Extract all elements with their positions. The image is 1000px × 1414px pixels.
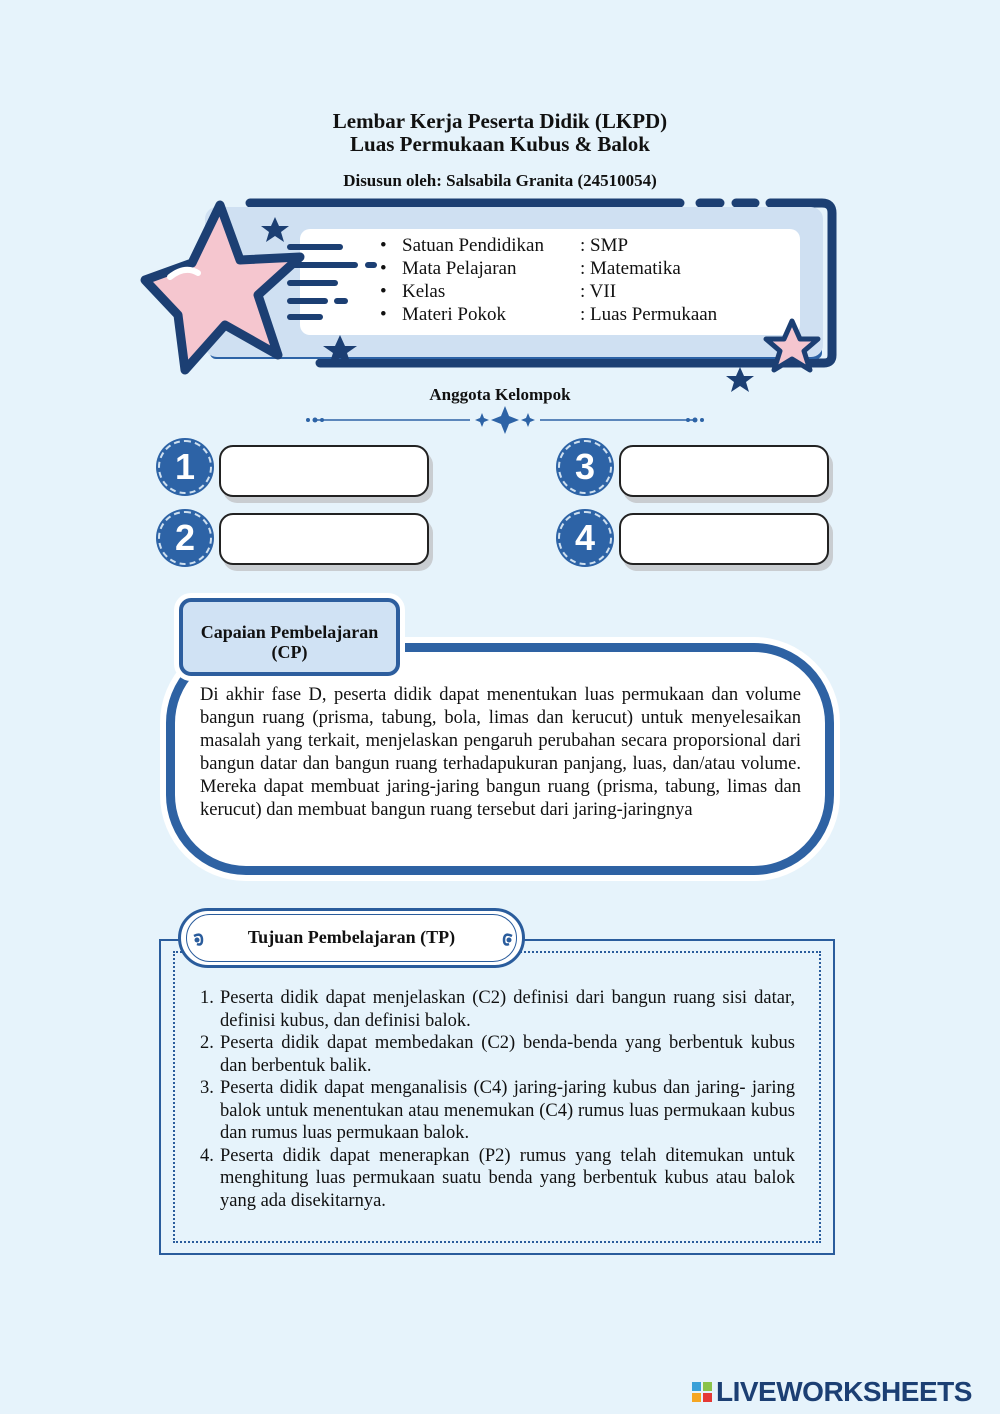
member-number-badge: 2 — [158, 511, 212, 565]
info-item — [380, 257, 717, 280]
member-name-field[interactable] — [619, 513, 829, 565]
group-title: Anggota Kelompok — [429, 385, 571, 404]
liveworksheets-logo[interactable] — [692, 1376, 972, 1408]
info-item — [380, 280, 717, 303]
brand-logo-icon — [692, 1382, 712, 1402]
info-value: : SMP — [580, 235, 629, 256]
info-value: : VII — [580, 281, 617, 302]
list-number: 3. — [200, 1078, 214, 1098]
tp-label: Tujuan Pembelajaran (TP) — [186, 914, 517, 962]
list-text: Peserta didik dapat membedakan (C2) benda-benda yang berbentuk kubus dan berbentuk balik. — [220, 1033, 795, 1076]
list-number: 1. — [200, 988, 214, 1008]
title-line-2: Luas Permukaan Kubus & Balok — [350, 132, 650, 156]
title-line-1: Lembar Kerja Peserta Didik (LKPD) — [332, 109, 668, 133]
member-name-field[interactable] — [619, 445, 829, 497]
info-value: : Luas Permukaan — [580, 304, 718, 325]
list-item — [200, 1032, 795, 1077]
list-text: Peserta didik dapat menerapkan (P2) rumus yang telah ditemukan untuk menghitung luas permukaan suatu benda yang berbentuk kubus atau balok yang ada disekitarnya. — [220, 1145, 795, 1211]
page-title — [0, 110, 1000, 156]
member-number-badge: 1 — [158, 440, 212, 494]
sparkle-icon — [475, 413, 489, 427]
tp-list — [200, 987, 795, 1212]
author-line: Disusun oleh: Salsabila Granita (24510054) — [343, 171, 657, 190]
info-value: : Matematika — [580, 258, 681, 279]
member-number-badge: 4 — [558, 511, 612, 565]
sparkle-icon — [491, 406, 519, 434]
info-item — [380, 234, 717, 257]
info-label: Kelas — [402, 281, 446, 302]
member-number-badge: 3 — [558, 440, 612, 494]
bullet-icon: • — [380, 258, 387, 279]
list-item — [200, 1145, 795, 1213]
info-label: Materi Pokok — [402, 304, 506, 325]
info-list — [380, 234, 717, 326]
list-item — [200, 1077, 795, 1145]
member-name-field[interactable] — [219, 513, 429, 565]
info-label: Mata Pelajaran — [402, 258, 517, 279]
bullet-icon: • — [380, 304, 387, 325]
cp-text: Di akhir fase D, peserta didik dapat menentukan luas permukaan dan volume bangun ruang (prisma, tabung, bola, limas dan kerucut) untuk menyelesaikan masalah yang terkait, menjelaskan pengaruh perubahan secara proporsional dari bangun datar dan bangun ruang terhadapukuran panjang, luas, dan/atau volume. Mereka dapat membuat jaring-jaring bangun ruang (prisma, tabung, limas dan kerucut) dan membuat bangun ruang tersebut dari jaring-jaringnya — [200, 685, 801, 820]
divider-ornament — [300, 406, 710, 434]
list-text: Peserta didik dapat menjelaskan (C2) definisi dari bangun ruang sisi datar, definisi kubus, dan definisi balok. — [220, 988, 795, 1031]
brand-name: LIVEWORKSHEETS — [716, 1376, 972, 1407]
list-item — [200, 987, 795, 1032]
list-number: 2. — [200, 1033, 214, 1053]
list-number: 4. — [200, 1145, 214, 1166]
tp-pill-ornament — [188, 928, 518, 950]
cp-label: Capaian Pembelajaran (CP) — [179, 598, 400, 676]
list-text: Peserta didik dapat menganalisis (C4) jaring-jaring kubus dan jaring- jaring balok untuk menentukan atau menemukan (C4) rumus luas permukaan kubus dan rumus luas permukaan balok. — [220, 1078, 795, 1143]
bullet-icon: • — [380, 235, 387, 256]
info-item — [380, 303, 717, 326]
info-label: Satuan Pendidikan — [402, 235, 544, 256]
member-name-field[interactable] — [219, 445, 429, 497]
sparkle-icon — [521, 413, 535, 427]
bullet-icon: • — [380, 281, 387, 302]
